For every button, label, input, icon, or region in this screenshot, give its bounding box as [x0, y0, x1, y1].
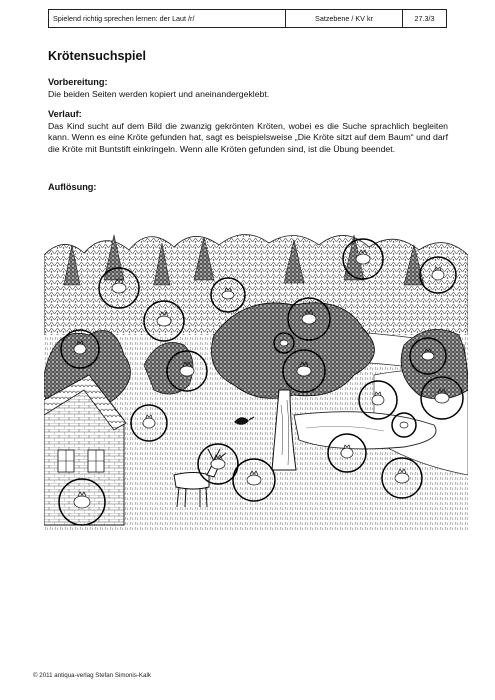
toad-search-illustration — [44, 225, 468, 530]
copyright-footer: © 2011 antiqua-verlag Stefan Simonis-Kalk — [33, 672, 151, 679]
header-table — [48, 9, 447, 28]
procedure-text: Das Kind sucht auf dem Bild die zwanzig gekrönten Kröten, wobei es die Suche sprachlich begleiten kann. Wenn es eine Kröte gefunden hat, sagt es beispielsweise „Die Kröte sitzt auf dem Baum“ und darf die Kröte mit Buntstift einkringeln. Wenn alle Kröten gefunden sind, ist die Übung beendet. — [48, 121, 448, 154]
header-code: 27.3/3 — [414, 14, 435, 23]
preparation-text: Die beiden Seiten werden kopiert und aneinandergeklebt. — [48, 89, 270, 99]
solution-heading: Auflösung: — [48, 182, 97, 192]
page-title: Krötensuchspiel — [48, 49, 146, 63]
header-topic: Spielend richtig sprechen lernen: der Laut /r/ — [49, 10, 286, 27]
procedure-heading: Verlauf: — [48, 109, 82, 119]
header-level: Satzebene / KV kr — [286, 10, 403, 27]
preparation-heading: Vorbereitung: — [48, 77, 108, 87]
